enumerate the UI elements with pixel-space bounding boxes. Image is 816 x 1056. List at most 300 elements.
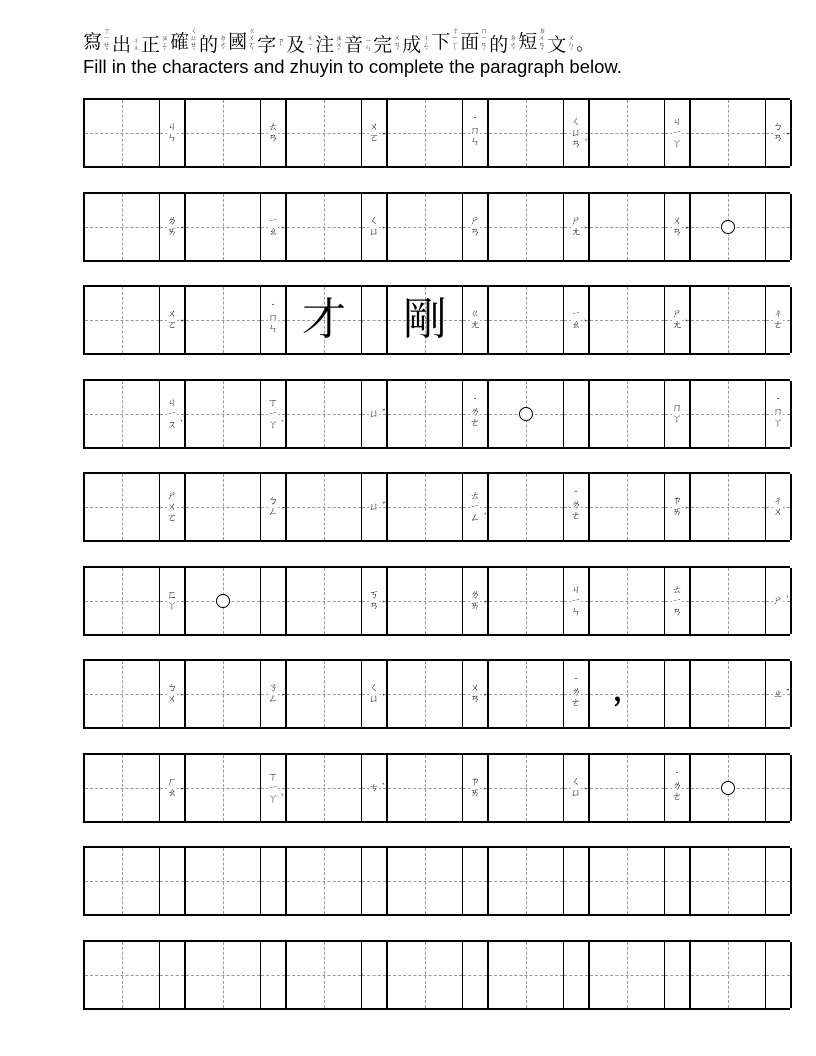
zhuyin-box[interactable]	[766, 661, 792, 727]
zhuyin-box[interactable]	[564, 942, 590, 1008]
zhuyin-box[interactable]	[160, 287, 186, 353]
zhuyin-box[interactable]	[160, 848, 186, 914]
character-box[interactable]	[388, 568, 463, 634]
title-zhuyin: ㄨ ㄣ ˊ	[567, 33, 575, 56]
zhuyin-box[interactable]	[564, 755, 590, 821]
grid-unit	[85, 194, 186, 260]
zhuyin-box[interactable]	[261, 381, 287, 447]
character-box[interactable]	[691, 942, 766, 1008]
grid-unit	[186, 568, 287, 634]
zhuyin-box[interactable]	[766, 942, 792, 1008]
grid-row	[83, 940, 790, 1010]
grid-unit	[691, 661, 792, 727]
zhuyin-box[interactable]	[362, 661, 388, 727]
zhuyin-box[interactable]	[261, 568, 287, 634]
grid-unit	[489, 661, 590, 727]
character-box[interactable]	[691, 287, 766, 353]
character-box[interactable]	[85, 194, 160, 260]
zhuyin-box[interactable]	[261, 194, 287, 260]
title-zhuyin: ㄔ ㄥ ˊ	[422, 33, 430, 56]
zhuyin-text: ㄩ ˇ	[369, 408, 386, 420]
zhuyin-box[interactable]	[463, 661, 489, 727]
grid-row	[83, 659, 790, 729]
grid-unit	[287, 568, 388, 634]
zhuyin-text: ㄑ ㄩ ˋ	[369, 216, 386, 238]
title-char: 完 ㄨ ㄢ ˊ	[373, 33, 401, 56]
grid-unit	[186, 474, 287, 540]
zhuyin-text: ㄊ ㄢ	[268, 122, 278, 144]
grid-unit	[691, 568, 792, 634]
character-box[interactable]	[691, 661, 766, 727]
zhuyin-box[interactable]	[463, 848, 489, 914]
character-box[interactable]	[489, 568, 564, 634]
grid-unit	[186, 942, 287, 1008]
character-box[interactable]	[186, 381, 261, 447]
grid-unit	[287, 381, 388, 447]
title-char: 寫 ㄒ ㄧㄝ ˇ	[83, 27, 111, 56]
zhuyin-text: ˙ ㄇ ㄣ	[268, 304, 278, 335]
grid-unit	[388, 568, 489, 634]
character-box[interactable]	[186, 194, 261, 260]
zhuyin-text: ˙ ㄌ ㄜ	[571, 678, 581, 709]
zhuyin-text: ㄊ ㄧ ㄢ	[672, 584, 682, 618]
zhuyin-box[interactable]	[463, 194, 489, 260]
title-char: 國 ㄍ ㄨㄛ ˊ	[228, 27, 256, 56]
zhuyin-text: ˙ ㄇ ㄣ	[470, 117, 480, 148]
grid-unit	[489, 100, 590, 166]
zhuyin-box[interactable]	[766, 755, 792, 821]
zhuyin-box[interactable]	[665, 848, 691, 914]
grid-unit	[287, 848, 388, 914]
zhuyin-box[interactable]	[463, 568, 489, 634]
zhuyin-box[interactable]	[766, 194, 792, 260]
zhuyin-box[interactable]	[463, 942, 489, 1008]
character-box[interactable]	[287, 100, 362, 166]
zhuyin-text: ㄇ ㄚ	[672, 403, 682, 425]
zhuyin-box[interactable]	[564, 568, 590, 634]
period-mark	[691, 755, 765, 821]
zhuyin-box[interactable]	[362, 474, 388, 540]
grid-unit	[691, 848, 792, 914]
grid-unit	[590, 100, 691, 166]
grid-unit	[590, 661, 691, 727]
grid-unit	[691, 474, 792, 540]
grid-row	[83, 285, 790, 355]
zhuyin-box[interactable]	[463, 287, 489, 353]
grid-row	[83, 379, 790, 449]
character-box[interactable]	[186, 848, 261, 914]
zhuyin-text: ㄕ ㄢ	[470, 216, 480, 238]
grid-unit	[85, 100, 186, 166]
zhuyin-box[interactable]	[362, 381, 388, 447]
grid-unit	[287, 942, 388, 1008]
zhuyin-text: ˙ ㄌ ㄜ	[672, 772, 682, 803]
grid-unit	[489, 381, 590, 447]
zhuyin-box[interactable]	[463, 755, 489, 821]
grid-unit	[691, 100, 792, 166]
character-box[interactable]	[85, 661, 160, 727]
character-box[interactable]	[691, 381, 766, 447]
grid-unit	[85, 661, 186, 727]
character-box[interactable]	[287, 755, 362, 821]
zhuyin-box[interactable]	[564, 474, 590, 540]
filled-character: 才	[302, 294, 346, 345]
zhuyin-text: ㄕ ㄤ ˋ	[571, 216, 588, 238]
zhuyin-box[interactable]	[564, 661, 590, 727]
character-box[interactable]	[388, 848, 463, 914]
zhuyin-box[interactable]	[766, 100, 792, 166]
zhuyin-box[interactable]	[362, 848, 388, 914]
period-mark	[489, 381, 563, 447]
zhuyin-text: ˙ ㄌ ㄜ	[571, 491, 581, 522]
zhuyin-text: ㄗ ㄞ ˋ	[672, 496, 689, 518]
character-box[interactable]	[85, 755, 160, 821]
zhuyin-box[interactable]	[564, 287, 590, 353]
zhuyin-box[interactable]	[665, 194, 691, 260]
character-box[interactable]	[85, 100, 160, 166]
title-char: 及 ㄐ ㄧ ˊ	[286, 33, 314, 56]
grid-unit	[287, 755, 388, 821]
zhuyin-box[interactable]	[160, 474, 186, 540]
zhuyin-box[interactable]	[261, 942, 287, 1008]
zhuyin-text: ㄔ ㄨ	[773, 496, 783, 518]
zhuyin-text: ㄨ ㄢ ˇ	[672, 216, 689, 238]
zhuyin-box[interactable]	[261, 474, 287, 540]
character-box[interactable]	[489, 287, 564, 353]
grid-unit	[287, 194, 388, 260]
title-char: 確 ㄑ ㄩㄝ ˋ	[170, 27, 198, 56]
zhuyin-box[interactable]	[160, 942, 186, 1008]
zhuyin-box[interactable]	[362, 194, 388, 260]
grid-unit	[186, 194, 287, 260]
title-zhuyin: ㄒ ㄧㄝ ˇ	[103, 27, 111, 56]
character-box[interactable]	[489, 381, 564, 447]
zhuyin-text: ㄌ ㄞ ˊ	[470, 590, 487, 612]
zhuyin-text: ㄑ ㄩ ˋ	[369, 683, 386, 705]
zhuyin-text: ㄐ ㄧ ㄣ	[571, 584, 581, 618]
grid-unit	[186, 381, 287, 447]
title-zhuyin: ㄇ ㄧㄢ ˋ	[480, 27, 488, 56]
title-zhuyin: ㄐ ㄧ ˊ	[306, 33, 314, 56]
zhuyin-text: ㄒ ㄧ ㄚ ˋ	[268, 771, 285, 805]
zhuyin-box[interactable]	[665, 942, 691, 1008]
period-mark	[186, 568, 260, 634]
character-box[interactable]	[590, 755, 665, 821]
zhuyin-text: ㄑ ㄩ ㄢ ˊ	[571, 116, 588, 150]
character-box[interactable]	[691, 474, 766, 540]
grid-unit	[85, 381, 186, 447]
character-box[interactable]	[186, 568, 261, 634]
grid-unit	[590, 381, 691, 447]
zhuyin-text: ㄘ ˋ	[369, 782, 386, 794]
grid-unit	[85, 287, 186, 353]
grid-unit	[691, 381, 792, 447]
comma-mark: ，	[612, 674, 641, 707]
zhuyin-text: ˙ ㄇ ㄚ	[773, 398, 783, 429]
zhuyin-text: ㄔ ㄜ	[773, 309, 783, 331]
grid-unit	[287, 100, 388, 166]
character-box[interactable]	[489, 474, 564, 540]
grid-unit	[590, 568, 691, 634]
zhuyin-box[interactable]	[665, 755, 691, 821]
grid-unit	[388, 474, 489, 540]
zhuyin-box[interactable]	[261, 848, 287, 914]
character-box[interactable]	[590, 474, 665, 540]
zhuyin-box[interactable]	[160, 755, 186, 821]
zhuyin-box[interactable]	[665, 381, 691, 447]
zhuyin-box[interactable]	[160, 100, 186, 166]
zhuyin-box[interactable]	[665, 474, 691, 540]
grid-unit	[85, 755, 186, 821]
grid-unit	[287, 661, 388, 727]
zhuyin-box[interactable]	[665, 661, 691, 727]
title-char: 出 ㄔ ㄨ	[112, 34, 140, 56]
period-mark	[691, 194, 765, 260]
grid-unit	[691, 194, 792, 260]
title-char: 成 ㄔ ㄥ ˊ	[402, 33, 430, 56]
title-char: 的 ㄉ ㄜ ˙	[489, 33, 517, 56]
zhuyin-text: ㄅ ㄨ ˋ	[167, 683, 184, 705]
zhuyin-box[interactable]	[160, 568, 186, 634]
grid-unit	[388, 381, 489, 447]
character-box[interactable]	[691, 848, 766, 914]
character-box[interactable]	[489, 100, 564, 166]
zhuyin-text: ㄅ ㄢ ˇ	[773, 122, 790, 144]
character-box[interactable]	[489, 848, 564, 914]
character-box[interactable]	[691, 100, 766, 166]
character-box[interactable]	[691, 194, 766, 260]
character-box[interactable]	[287, 474, 362, 540]
title-zhuyin: ㄔ ㄨ	[132, 37, 140, 52]
zhuyin-text: ㄎ ㄢ ˋ	[369, 590, 386, 612]
filled-character: 剛	[403, 294, 447, 345]
character-box[interactable]	[186, 474, 261, 540]
character-box[interactable]	[590, 661, 665, 727]
grid-unit	[85, 568, 186, 634]
zhuyin-text: ㄐ ㄧ ㄡ ˋ	[167, 397, 184, 431]
grid-unit	[590, 194, 691, 260]
zhuyin-text: ㄋ ㄥ ˊ	[268, 683, 285, 705]
zhuyin-box[interactable]	[766, 848, 792, 914]
zhuyin-text: ㄍ ㄤ	[470, 309, 480, 331]
character-box[interactable]	[691, 568, 766, 634]
zhuyin-box[interactable]	[362, 942, 388, 1008]
character-box[interactable]	[85, 848, 160, 914]
grid-unit	[388, 661, 489, 727]
grid-row	[83, 846, 790, 916]
character-box[interactable]	[287, 942, 362, 1008]
zhuyin-text: ㄨ ㄛ ˇ	[167, 309, 184, 331]
character-box[interactable]	[287, 287, 362, 353]
grid-unit	[691, 755, 792, 821]
zhuyin-box[interactable]	[362, 100, 388, 166]
title-char: 注 ㄓ ㄨ ˋ	[315, 33, 343, 56]
grid-unit	[590, 287, 691, 353]
grid-unit	[590, 755, 691, 821]
zhuyin-text: ㄓ ˇ	[773, 688, 790, 700]
character-box[interactable]	[590, 287, 665, 353]
character-box[interactable]	[590, 381, 665, 447]
grid-unit	[489, 474, 590, 540]
grid-unit	[388, 194, 489, 260]
zhuyin-text: ㄨ ㄛ ˇ	[369, 122, 386, 144]
zhuyin-text: ㄑ ㄩ ˋ	[571, 777, 588, 799]
character-box[interactable]	[388, 661, 463, 727]
character-box[interactable]	[85, 381, 160, 447]
grid-unit	[186, 100, 287, 166]
grid-unit	[388, 100, 489, 166]
grid-unit	[489, 568, 590, 634]
grid-unit	[287, 474, 388, 540]
grid-unit	[85, 474, 186, 540]
title-char: 下 ㄒ ㄧㄚ ˋ	[431, 27, 459, 56]
title-zhuyin: ㄉ ㄜ ˙	[509, 33, 517, 56]
character-box[interactable]	[287, 568, 362, 634]
character-box[interactable]	[186, 942, 261, 1008]
character-box[interactable]	[590, 848, 665, 914]
zhuyin-box[interactable]	[665, 287, 691, 353]
zhuyin-box[interactable]	[160, 194, 186, 260]
character-box[interactable]	[287, 381, 362, 447]
zhuyin-box[interactable]	[564, 381, 590, 447]
character-box[interactable]	[489, 755, 564, 821]
character-box[interactable]	[186, 755, 261, 821]
zhuyin-box[interactable]	[766, 287, 792, 353]
grid-unit	[489, 848, 590, 914]
zhuyin-box[interactable]	[261, 100, 287, 166]
character-box[interactable]	[388, 474, 463, 540]
character-box[interactable]	[489, 661, 564, 727]
zhuyin-box[interactable]	[665, 568, 691, 634]
zhuyin-text: ㄕ ㄤ ˋ	[672, 309, 689, 331]
title-char: 短 ㄉ ㄨㄢ ˇ	[518, 27, 546, 56]
zhuyin-text: ㄧ ㄠ ˋ	[268, 216, 285, 238]
title-char: 字 ㄗ ˋ	[257, 34, 285, 56]
title-zhuyin: ㄓ ㄨ ˋ	[335, 33, 343, 56]
grid-unit	[85, 848, 186, 914]
zhuyin-box[interactable]	[463, 474, 489, 540]
grid-unit	[287, 287, 388, 353]
zhuyin-box[interactable]	[261, 287, 287, 353]
grid-unit	[186, 287, 287, 353]
zhuyin-text: ㄧ ㄠ ˋ	[571, 309, 588, 331]
zhuyin-box[interactable]	[564, 848, 590, 914]
character-box[interactable]	[691, 755, 766, 821]
zhuyin-box[interactable]	[564, 100, 590, 166]
character-box[interactable]	[287, 661, 362, 727]
zhuyin-text: ㄌ ㄞ ˊ	[167, 216, 184, 238]
character-box[interactable]	[186, 100, 261, 166]
zhuyin-text: ㄕ ˋ	[773, 595, 790, 607]
zhuyin-box[interactable]	[766, 474, 792, 540]
instruction-english: Fill in the characters and zhuyin to complete the paragraph below.	[83, 56, 622, 77]
zhuyin-box[interactable]	[362, 755, 388, 821]
title-zhuyin: ㄒ ㄧㄚ ˋ	[451, 27, 459, 56]
zhuyin-text: ㄏ ㄠ ˇ	[167, 777, 184, 799]
character-box[interactable]	[85, 287, 160, 353]
zhuyin-text: ˙ ㄌ ㄜ	[470, 398, 480, 429]
zhuyin-box[interactable]	[160, 381, 186, 447]
grid-unit	[85, 942, 186, 1008]
title-zhuyin: ㄍ ㄨㄛ ˊ	[248, 27, 256, 56]
character-box[interactable]	[489, 194, 564, 260]
zhuyin-text: ㄐ ㄧ ㄚ	[672, 116, 682, 150]
grid-unit	[590, 942, 691, 1008]
grid-row	[83, 98, 790, 168]
grid-unit	[388, 942, 489, 1008]
title-zhuyin: ㄨ ㄢ ˊ	[393, 33, 401, 56]
zhuyin-box[interactable]	[463, 100, 489, 166]
grid-unit	[489, 942, 590, 1008]
zhuyin-box[interactable]	[564, 194, 590, 260]
zhuyin-box[interactable]	[665, 100, 691, 166]
grid-row	[83, 472, 790, 542]
character-box[interactable]	[85, 942, 160, 1008]
character-box[interactable]	[388, 100, 463, 166]
zhuyin-box[interactable]	[160, 661, 186, 727]
instruction-chinese	[83, 22, 594, 56]
character-box[interactable]	[590, 568, 665, 634]
title-period: 。	[576, 34, 595, 55]
title-zhuyin: ㄓ ㄥ ˋ	[161, 33, 169, 56]
character-box[interactable]	[186, 661, 261, 727]
character-box[interactable]	[388, 755, 463, 821]
zhuyin-box[interactable]	[766, 568, 792, 634]
character-box[interactable]	[590, 100, 665, 166]
zhuyin-text: ㄒ ㄧ ㄚ ˋ	[268, 397, 285, 431]
title-zhuyin: ㄑ ㄩㄝ ˋ	[190, 27, 198, 56]
character-box[interactable]	[287, 194, 362, 260]
zhuyin-text: ㄕ ㄨ ㄛ	[167, 490, 177, 524]
title-char: 正 ㄓ ㄥ ˋ	[141, 33, 169, 56]
character-box[interactable]	[85, 474, 160, 540]
character-box[interactable]	[388, 942, 463, 1008]
grid-unit	[489, 287, 590, 353]
character-box[interactable]	[186, 287, 261, 353]
grid-unit	[388, 848, 489, 914]
grid-unit	[186, 755, 287, 821]
zhuyin-box[interactable]	[261, 661, 287, 727]
zhuyin-box[interactable]	[463, 381, 489, 447]
grid-row	[83, 566, 790, 636]
zhuyin-box[interactable]	[362, 568, 388, 634]
grid-unit	[590, 848, 691, 914]
character-box[interactable]	[388, 381, 463, 447]
grid-row	[83, 753, 790, 823]
title-char: 的 ㄉ ㄜ ˙	[199, 33, 227, 56]
grid-unit	[691, 942, 792, 1008]
zhuyin-text: ㄈ ㄚ	[167, 590, 177, 612]
character-box[interactable]	[590, 942, 665, 1008]
zhuyin-box[interactable]	[766, 381, 792, 447]
zhuyin-box[interactable]	[362, 287, 388, 353]
character-box[interactable]	[590, 194, 665, 260]
title-zhuyin: ㄉ ㄜ ˙	[219, 33, 227, 56]
character-box[interactable]	[388, 194, 463, 260]
character-box[interactable]	[489, 942, 564, 1008]
character-box[interactable]	[388, 287, 463, 353]
title-zhuyin: ㄗ ˋ	[277, 37, 285, 52]
character-box[interactable]	[287, 848, 362, 914]
zhuyin-text: ㄗ ㄞ ˋ	[470, 777, 487, 799]
grid-unit	[489, 194, 590, 260]
zhuyin-text: ㄩ ˇ	[369, 501, 386, 513]
title-char: 音 ㄧ ㄣ	[344, 34, 372, 56]
zhuyin-box[interactable]	[261, 755, 287, 821]
title-zhuyin: ㄉ ㄨㄢ ˇ	[538, 27, 546, 56]
grid-unit	[489, 755, 590, 821]
character-box[interactable]	[85, 568, 160, 634]
